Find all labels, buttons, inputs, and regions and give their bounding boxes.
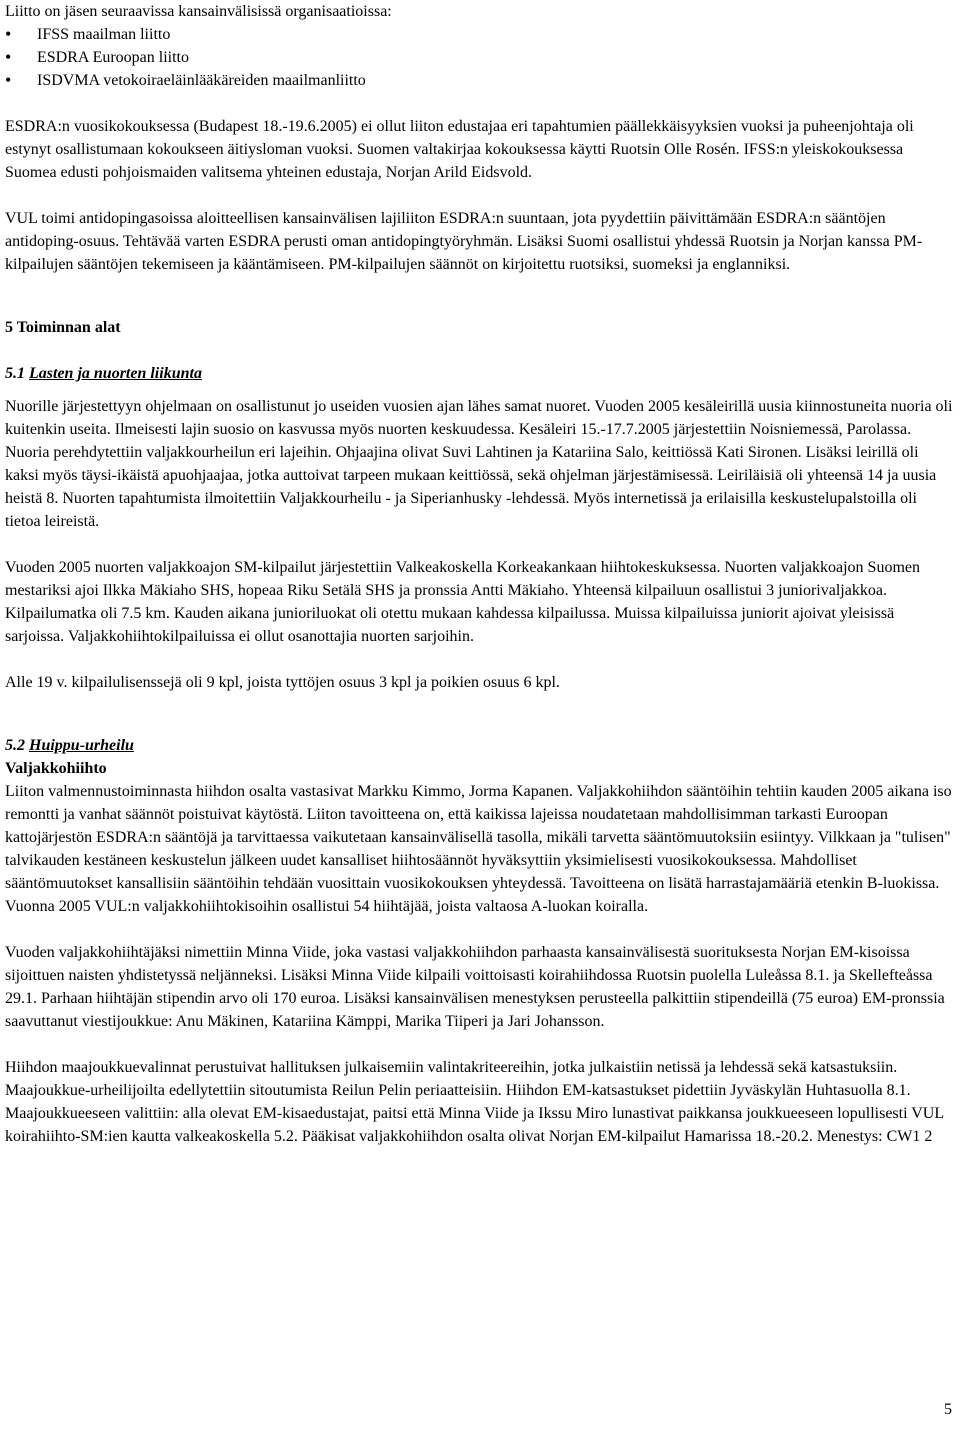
- youth-licenses-paragraph: Alle 19 v. kilpailulisenssejä oli 9 kpl, joista tyttöjen osuus 3 kpl ja poikien osuus 6 kpl.: [5, 674, 560, 691]
- subsection-title: Lasten ja nuorten liikunta: [29, 365, 202, 382]
- organization-label: ISDVMA vetokoiraeläinlääkäreiden maailmanliitto: [37, 72, 366, 89]
- esdra-meeting-paragraph: ESDRA:n vuosikokouksessa (Budapest 18.-19.6.2005) ei ollut liiton edustajaa eri tapahtumien päällekkäisyyksien vuoksi ja puheenjohtaja oli estynyt osallistumaan kokoukseen äitiysloman vuoksi. Suomen valtakirjaa kokouksessa käytti Ruotsin Olle Rosén. IFSS:n yleiskokouksessa Suomea edusti pohjoismaiden valitsema yhteinen edustaja, Norjan Arild Eidsvold.: [5, 118, 914, 181]
- subsection-number: 5.2: [5, 737, 25, 754]
- bullet-icon: [5, 69, 37, 93]
- section-heading: 5 Toiminnan alat: [5, 319, 121, 336]
- organization-item: [5, 23, 955, 46]
- ski-coaching-paragraph: Liiton valmennustoiminnasta hiihdon osalta vastasivat Markku Kimmo, Jorma Kapanen. Valjakkohiihdon sääntöihin tehtiin kauden 2005 aikana iso remontti ja vanhat säännöt poistuivat käytöstä. Liiton tavoitteena on, että kaikissa lajeissa noudatetaan mahdollisimman tarkasti Euroopan kattojärjestön ESDRA:n sääntöjä ja tarvittaessa vaikutetaan kansainvälisellä tasolla, mikäli tarvetta sääntömuutoksiin esiintyy. Vilkkaan ja "tulisen" talvikauden kestäneen keskustelun jälkeen uudet kansalliset hiihtosäännöt hyväksyttiin yksimielisesti vuosikokouksessa. Mahdolliset sääntömuutokset kansallisiin sääntöihin tehdään vuosittain vuosikokouksen yhteydessä. Tavoitteena on lisätä harrastajamääriä etenkin B-luokissa. Vuonna 2005 VUL:n valjakkohiihtokisoihin osallistui 54 hiihtäjää, joista valtaosa A-luokan koiralla.: [5, 783, 952, 915]
- antidoping-paragraph: VUL toimi antidopingasoissa aloitteellisen kansainvälisen lajiliiton ESDRA:n suuntaan, jota pyydettiin päivittämään ESDRA:n sääntöjen antidoping-osuus. Tehtävää varten ESDRA perusti oman antidopingtyöryhmän. Lisäksi Suomi osallistui yhdessä Ruotsin ja Norjan kanssa PM-kilpailujen sääntöjen tekemiseen ja kääntämiseen. PM-kilpailujen säännöt on kirjoitettu ruotsiksi, suomeksi ja englanniksi.: [5, 210, 923, 273]
- subsection-heading: [5, 734, 955, 757]
- bullet-icon: [5, 23, 37, 47]
- document-page: [5, 0, 955, 1148]
- page-number: 5: [944, 1401, 952, 1418]
- youth-camp-paragraph: Nuorille järjestettyyn ohjelmaan on osallistunut jo useiden vuosien ajan lähes samat nuoret. Vuoden 2005 kesäleirillä uusia kiinnostuneita nuoria oli kuitenkin useita. Ilmeisesti lajin suosio on kasvussa myös nuorten keskuudessa. Kesäleiri 15.-17.7.2005 järjestettiin Noisniemessä, Parolassa. Nuoria perehdytettiin valjakkourheilun eri lajeihin. Ohjaajina olivat Suvi Lahtinen ja Katariina Salo, keittiössä Kati Sironen. Lisäksi leirillä oli kaksi myös täysi-ikäistä apuohjaajaa, jotka auttoivat tarpeen mukaan keittiössä, sekä ohjelman järjestämisessä. Leiriläisiä oli yhteensä 14 ja uusia heistä 8. Nuorten tapahtumista ilmoitettiin Valjakkourheilu - ja Siperianhusky -lehdessä. Myös internetissä ja erilaisilla keskustelupalstoilla oli tietoa leireistä.: [5, 398, 953, 530]
- organizations-list: [5, 23, 955, 92]
- skier-of-year-paragraph: Vuoden valjakkohiihtäjäksi nimettiin Minna Viide, joka vastasi valjakkohiihdon parhaasta kansainvälisestä suorituksesta Norjan EM-kisoissa sijoittuen naisten yhdistetyssä neljänneksi. Lisäksi Minna Viide kilpaili voittoisasti koirahiihdossa Ruotsin puolella Luleåssa 8.1. ja Skellefteåssa 29.1. Parhaan hiihtäjän stipendin arvo oli 170 euroa. Lisäksi kansainvälisen menestyksen perusteella palkittiin stipendeillä (75 euroa) EM-pronssia saavuttanut viestijoukkue: Anu Mäkinen, Katariina Kämppi, Marika Tiiperi ja Jari Johansson.: [5, 944, 945, 1030]
- subsection-number: 5.1: [5, 365, 25, 382]
- organization-label: ESDRA Euroopan liitto: [37, 49, 189, 66]
- intro-text: Liitto on jäsen seuraavissa kansainvälisissä organisaatioissa:: [5, 3, 392, 20]
- organization-label: IFSS maailman liitto: [37, 26, 171, 43]
- organization-item: [5, 69, 955, 92]
- national-team-paragraph: Hiihdon maajoukkuevalinnat perustuivat hallituksen julkaisemiin valintakriteereihin, jotka julkaistiin netissä ja lehdessä sekä katsastuksiin. Maajoukkue-urheilijoilta edellytettiin sitoutumista Reilun Pelin periaatteisiin. Hiihdon EM-katsastukset pidettiin Jyväskylän Huhtasuolla 8.1. Maajoukkueeseen valittiin: alla olevat EM-kisaedustajat, paitsi että Minna Viide ja Ikssu Miro lunastivat paikkansa joukkueeseen lopullisesti VUL koirahiihto-SM:ien kautta valkeakoskella 5.2. Pääkisat valjakkohiihdon osalta olivat Norjan EM-kilpailut Hamarissa 18.-20.2. Menestys: CW1 2: [5, 1059, 944, 1145]
- organization-item: [5, 46, 955, 69]
- subsection-heading: [5, 362, 955, 385]
- youth-championship-paragraph: Vuoden 2005 nuorten valjakkoajon SM-kilpailut järjestettiin Valkeakoskella Korkeakankaan hiihtokeskuksessa. Nuorten valjakkoajon Suomen mestariksi ajoi Ilkka Mäkiaho SHS, hopeaa Riku Setälä SHS ja pronssia Antti Mäkiaho. Yhteensä kilpailuun osallistui 3 juniorivaljakkoa. Kilpailumatka oli 7.5 km. Kauden aikana junioriluokat oli otettu mukaan kahdessa kilpailussa. Muissa kilpailuissa juniorit ajoivat yleisissä sarjoissa. Valjakkohiihtokilpailuissa ei ollut osanottajia nuorten sarjoihin.: [5, 559, 920, 645]
- bullet-icon: [5, 46, 37, 70]
- subsubsection-heading: Valjakkohiihto: [5, 760, 107, 777]
- subsection-title: Huippu-urheilu: [29, 737, 134, 754]
